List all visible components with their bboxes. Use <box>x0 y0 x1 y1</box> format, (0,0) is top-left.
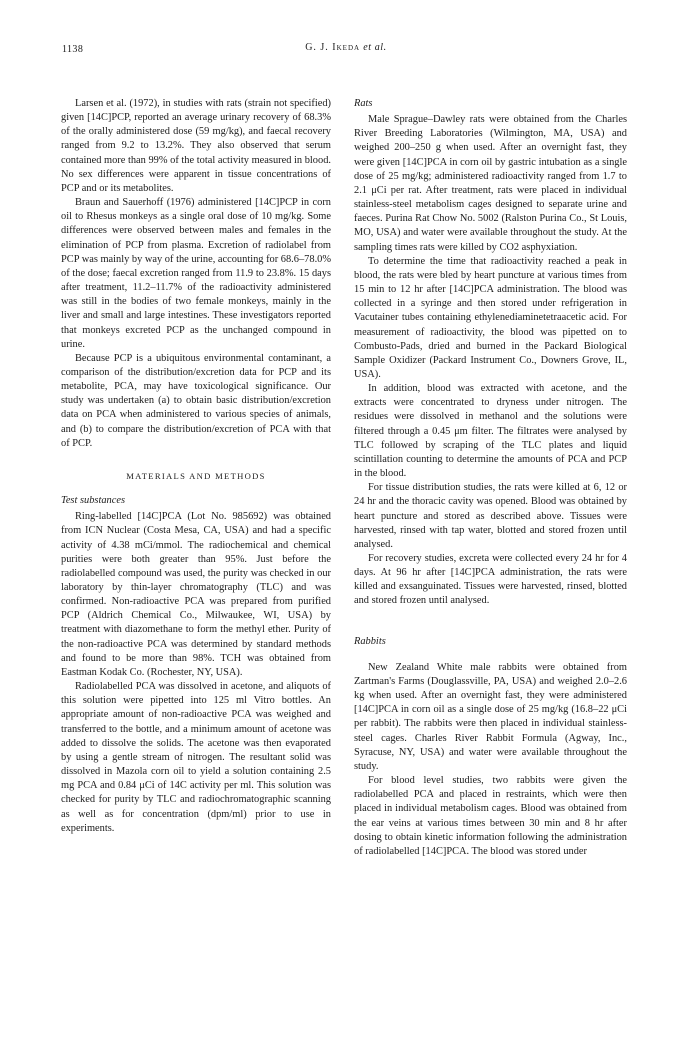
left-column <box>61 97 331 836</box>
paragraph-rats-extraction: In addition, blood was extracted with acetone, and the extracts were concentrated to dryness under nitrogen. The residues were dissolved in methanol and the solutions were filtered through a 0.45 μm filter. The filtrates were analysed by TLC followed by scraping of the TLC plates and liquid scintillation counting to determine the amounts of PCA and PCP in the blood. <box>354 383 627 480</box>
paragraph-motivation: Because PCP is a ubiquitous environmental contaminant, a comparison of the distribution/excretion data for PCP and its metabolite, PCA, may have toxicological significance. Our study was undertaken (a) to obtain basic distribution/excretion data on PCA when administered to various species of animals, and (b) to compare the distribution/excretion of PCA with that of PCP. <box>61 352 331 449</box>
paragraph-rabbits-dosing: New Zealand White male rabbits were obtained from Zartman's Farms (Douglassville, PA, USA) and weighed 2.0–2.6 kg when used. After an overnight fast, they were administered [14C]PCA in corn oil as a single dose of 25 mg/kg (16.8–22 μCi per rabbit). The rabbits were then placed in individual stainless-steel cages. Charles River Rabbit Formula (Agway, Inc., Syracuse, NY, USA) and water were available throughout the study. <box>354 661 627 772</box>
running-header <box>0 42 692 53</box>
paragraph-rats-recovery: For recovery studies, excreta were collected every 24 hr for 4 days. At 96 hr after [14C]PCA administration, the rats were killed and exsanguinated. Tissues were harvested, rinsed, blotted and stored frozen until analysed. <box>354 553 627 607</box>
running-header-author: G. J. Ikeda <box>305 42 361 53</box>
paragraph-rats-tissue: For tissue distribution studies, the rats were killed at 6, 12 or 24 hr and the thoracic cavity was opened. Blood was obtained by heart puncture and stored as described above. Tissues were harvested, rinsed with tap water, blotted and stored frozen until analysed. <box>354 482 627 550</box>
paragraph-solution-prep: Radiolabelled PCA was dissolved in acetone, and aliquots of this solution were pipetted into 125 ml Vitro bottles. An appropriate amount of non-radioactive PCA was weighed and transferred to the bottle, and a minimum amount of acetone was added to dissolve the solids. The acetone was then evaporated by using a gentle stream of nitrogen. The resultant solid was dissolved in Mazola corn oil to yield a solution containing 2.5 mg PCA and 0.84 μCi of 14C activity per ml. This solution was checked for purity by TLC and radiochromatographic scanning as well as for concentration (dpm/ml) prior to use in experiments. <box>61 681 331 834</box>
page-number: 1138 <box>62 44 84 55</box>
paragraph-braun: Braun and Sauerhoff (1976) administered [14C]PCP in corn oil to Rhesus monkeys as a single oral dose of 10 mg/kg. Some differences were observed between males and females in the elimination of PCP from plasma. Excretion of radiolabel from PCP was mainly by way of the urine, accounting for 68.6–78.0% of the dose; faecal excretion ranged from 11.9 to 23.8%. 15 days after treatment, 11.2–11.7% of the radioactivity administered was still in the bodies of two female monkeys, mainly in the liver and small and large intestines. These investigators reported that monkeys excreted PCP as the unchanged compound in urine. <box>61 197 332 350</box>
paragraph-rats-blood-peak: To determine the time that radioactivity reached a peak in blood, the rats were bled by heart puncture at various times from 15 min to 12 hr after [14C]PCA administration. The blood was collected in a syringe and then stored under refrigeration in Vacutainer tubes containing ethylenediaminetetraacetic acid. For measurement of radioactivity, the blood was pipetted on to Combusto-Pads, dried and burned in the Packard Biological Sample Oxidizer (Packard Instrument Co., Downers Grove, IL, USA). <box>354 255 627 380</box>
paragraph-rabbits-blood: For blood level studies, two rabbits were given the radiolabelled PCA and placed in restraints, which were then placed in individual metabolism cages. Blood was obtained from the ear veins at various times between 30 min and 8 hr after dosing to obtain kinetic information following the administration of radiolabelled [14C]PCA. The blood was stored under <box>354 775 627 857</box>
running-header-etal: et al. <box>363 42 387 53</box>
paragraph-test-substances: Ring-labelled [14C]PCA (Lot No. 985692) was obtained from ICN Nuclear (Costa Mesa, CA, USA) and had a specific activity of 4.38 mCi/mmol. The radiochemical and chemical purities were both greater than 95%. Just before the radiolabelled compound was used, the purity was checked in our laboratory by thin-layer chromatography (TLC) and was confirmed. Non-radioactive PCA was prepared from purified PCP (Aldrich Chemical Co., Milwaukee, WI, USA) by treatment with diazomethane to form the methyl ether. Purity of the non-radioactive PCA was determined by standard methods and found to be more than 98%. TCH was obtained from Eastman Kodak Co. (Rochester, NY, USA). <box>61 511 331 678</box>
right-column <box>354 97 627 859</box>
subheading-test-substances: Test substances <box>61 495 125 507</box>
subheading-rats: Rats <box>354 98 373 109</box>
section-heading-materials-methods: MATERIALS AND METHODS <box>126 470 266 481</box>
subheading-rabbits: Rabbits <box>354 635 386 647</box>
paragraph-rats-dosing: Male Sprague–Dawley rats were obtained from the Charles River Breeding Laboratories (Wilmington, MA, USA) and weighed 200–250 g when used. After an overnight fast, they were given [14C]PCA in corn oil by gastric intubation as a single dose of 25 mg/kg; administered radioactivity ranged from 1.7 to 2.1 μCi per rat. After treatment, rats were placed in individual stainless-steel metabolism cages designed to separate urine and faeces. Purina Rat Chow No. 5002 (Ralston Purina Co., St Louis, MO, USA) and water were available throughout the study. At the sampling times rats were killed by CO2 asphyxiation. <box>354 114 627 253</box>
paragraph-larsen: Larsen et al. (1972), in studies with rats (strain not specified) given [14C]PCP, reported an average urinary recovery of 68.3% of the orally administered dose (59 mg/kg), and faecal recovery ranged from 9.2 to 13.2%. They also observed that serum contained more than 99% of the total activity measured in blood. No sex differences were apparent in tissue concentrations of PCP and or its metabolites. <box>61 98 331 194</box>
